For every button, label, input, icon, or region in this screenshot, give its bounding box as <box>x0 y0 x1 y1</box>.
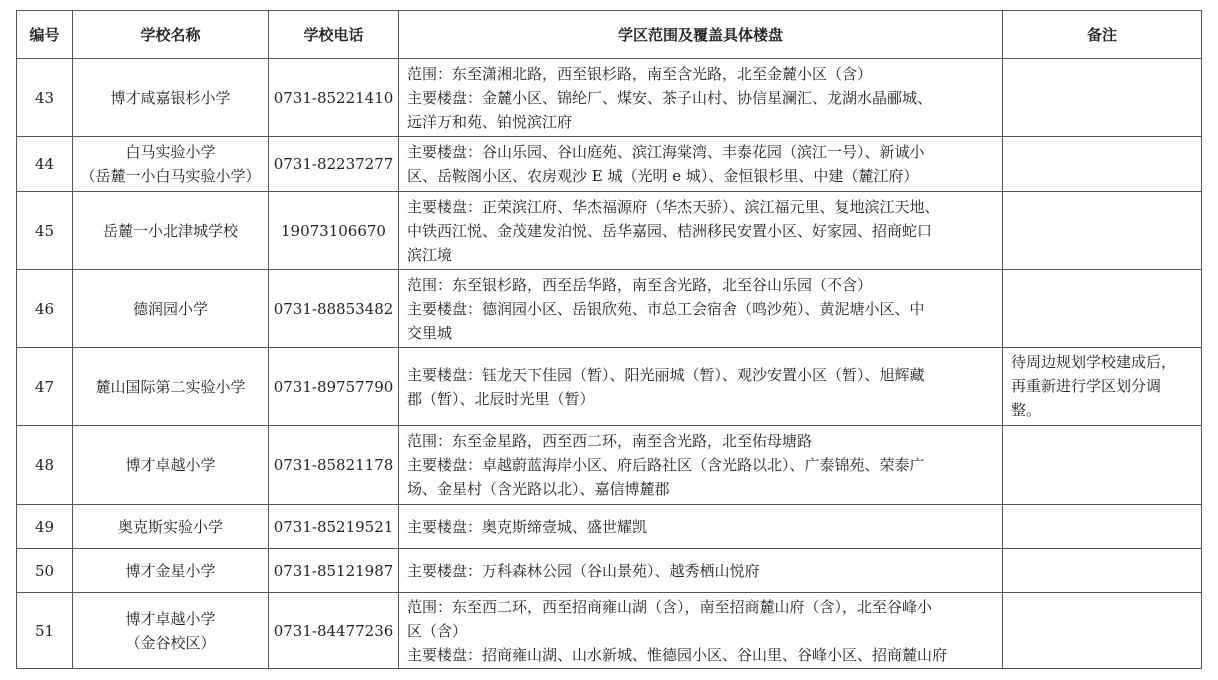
cell-number: 46 <box>17 270 73 348</box>
cell-school-name <box>73 549 269 593</box>
cell-remarks <box>1003 270 1202 348</box>
scope-line: 主要楼盘：德润园小区、岳银欣苑、市总工会宿舍（鸣沙苑）、黄泥塘小区、中 <box>407 299 925 318</box>
scope-line: 主要楼盘：奥克斯缔壹城、盛世耀凯 <box>407 517 648 536</box>
cell-number: 44 <box>17 137 73 192</box>
cell-number: 45 <box>17 192 73 270</box>
scope-line: 中铁西江悦、金茂建发泊悦、岳华嘉园、桔洲移民安置小区、好家园、招商蛇口 <box>407 221 933 240</box>
table-row <box>17 549 1202 593</box>
table-row <box>17 137 1202 192</box>
table-row <box>17 505 1202 549</box>
school-name-line: 岳麓一小北津城学校 <box>102 221 238 240</box>
school-district-table <box>16 10 1202 669</box>
remark-line: 待周边规划学校建成后， <box>1011 353 1177 371</box>
school-name-line: 德润园小学 <box>132 299 208 318</box>
school-name-line: 麓山国际第二实验小学 <box>95 377 246 396</box>
cell-phone: 0731-82237277 <box>269 137 399 192</box>
header-remarks: 备注 <box>1003 11 1202 59</box>
cell-remarks <box>1003 192 1202 270</box>
scope-line: 主要楼盘：谷山乐园、谷山庭苑、滨江海棠湾、丰泰花园（滨江一号）、新诚小 <box>407 143 925 161</box>
cell-phone: 0731-85821178 <box>269 426 399 505</box>
scope-line: 主要楼盘：招商雍山湖、山水新城、惟德园小区、谷山里、谷峰小区、招商麓山府 <box>407 645 948 664</box>
table-row <box>17 593 1202 669</box>
cell-remarks <box>1003 593 1202 669</box>
cell-district-scope <box>399 426 1003 505</box>
cell-school-name <box>73 270 269 348</box>
cell-district-scope <box>399 348 1003 426</box>
remark-line: 再重新进行学区划分调 <box>1011 377 1162 395</box>
scope-line: 范围：东至潇湘北路，西至银杉路，南至含光路，北至金麓小区（含） <box>407 64 873 83</box>
cell-phone: 0731-89757790 <box>269 348 399 426</box>
header-school-phone: 学校电话 <box>269 11 399 59</box>
cell-school-name <box>73 59 269 137</box>
cell-remarks <box>1003 137 1202 192</box>
scope-line: 范围：东至金星路，西至西二环，南至含光路，北至佑母塘路 <box>407 432 813 450</box>
school-name-line: 博才咸嘉银杉小学 <box>110 88 231 107</box>
cell-phone: 0731-88853482 <box>269 270 399 348</box>
scope-line: 主要楼盘：钰龙天下佳园（暂）、阳光丽城（暂）、观沙安置小区（暂）、旭辉藏 <box>407 365 925 384</box>
school-name-line: 奥克斯实验小学 <box>117 517 223 536</box>
cell-district-scope <box>399 137 1003 192</box>
cell-number: 43 <box>17 59 73 137</box>
table-row <box>17 192 1202 270</box>
table-header-row <box>17 11 1202 59</box>
scope-line: 主要楼盘：金麓小区、锦纶厂、煤安、茶子山村、协信星澜汇、龙湖水晶郦城、 <box>407 88 933 107</box>
cell-school-name <box>73 137 269 192</box>
cell-number: 47 <box>17 348 73 426</box>
cell-phone: 0731-85121987 <box>269 549 399 593</box>
scope-line: 主要楼盘：卓越蔚蓝海岸小区、府后路社区（含光路以北）、广泰锦苑、荣泰广 <box>407 456 925 474</box>
table-row <box>17 426 1202 505</box>
cell-phone: 19073106670 <box>269 192 399 270</box>
cell-number: 51 <box>17 593 73 669</box>
remark-line: 整。 <box>1011 401 1042 419</box>
cell-school-name <box>73 505 269 549</box>
cell-phone: 0731-85219521 <box>269 505 399 549</box>
scope-line: 滨江境 <box>407 245 453 264</box>
cell-number: 50 <box>17 549 73 593</box>
header-number: 编号 <box>17 11 73 59</box>
scope-line: 主要楼盘：万科森林公园（谷山景苑）、越秀栖山悦府 <box>407 561 760 580</box>
cell-school-name <box>73 348 269 426</box>
cell-district-scope <box>399 192 1003 270</box>
school-name-line: 博才卓越小学 <box>125 456 216 474</box>
scope-line: 郡（暂）、北辰时光里（暂） <box>407 389 595 408</box>
scope-line: 主要楼盘：正荣滨江府、华杰福源府（华杰天骄）、滨江福元里、复地滨江天地、 <box>407 197 940 216</box>
cell-school-name <box>73 192 269 270</box>
cell-remarks <box>1003 549 1202 593</box>
header-district-scope: 学区范围及覆盖具体楼盘 <box>399 11 1003 59</box>
school-name-line: （金谷校区） <box>125 633 216 652</box>
scope-line: 范围：东至银杉路，西至岳华路，南至含光路，北至谷山乐园（不含） <box>407 275 873 294</box>
cell-district-scope <box>399 59 1003 137</box>
school-name-line: 白马实验小学 <box>125 143 216 161</box>
table-row <box>17 348 1202 426</box>
scope-line: 远洋万和苑、铂悦滨江府 <box>407 112 573 131</box>
school-name-line: 博才金星小学 <box>125 561 216 580</box>
cell-school-name <box>73 426 269 505</box>
cell-remarks <box>1003 505 1202 549</box>
scope-line: 区（含） <box>407 621 468 640</box>
scope-line: 交里城 <box>407 323 453 342</box>
school-name-line: 博才卓越小学 <box>125 609 216 628</box>
school-name-line: （岳麓一小白马实验小学） <box>80 167 261 185</box>
cell-remarks <box>1003 59 1202 137</box>
cell-phone: 0731-84477236 <box>269 593 399 669</box>
cell-remarks <box>1003 426 1202 505</box>
table-row <box>17 270 1202 348</box>
cell-district-scope <box>399 270 1003 348</box>
scope-line: 区、岳鞍阁小区、农房观沙 E 城（光明 e 城）、金恒银杉里、中建（麓江府） <box>407 167 919 185</box>
cell-number: 49 <box>17 505 73 549</box>
cell-remarks <box>1003 348 1202 426</box>
table-body <box>17 59 1202 669</box>
cell-district-scope <box>399 549 1003 593</box>
cell-school-name <box>73 593 269 669</box>
cell-district-scope <box>399 593 1003 669</box>
table-row <box>17 59 1202 137</box>
cell-number: 48 <box>17 426 73 505</box>
scope-line: 范围：东至西二环，西至招商雍山湖（含），南至招商麓山府（含），北至谷峰小 <box>407 597 933 616</box>
cell-district-scope <box>399 505 1003 549</box>
scope-line: 场、金星村（含光路以北）、嘉信博麓郡 <box>407 480 670 498</box>
header-school-name: 学校名称 <box>73 11 269 59</box>
cell-phone: 0731-85221410 <box>269 59 399 137</box>
